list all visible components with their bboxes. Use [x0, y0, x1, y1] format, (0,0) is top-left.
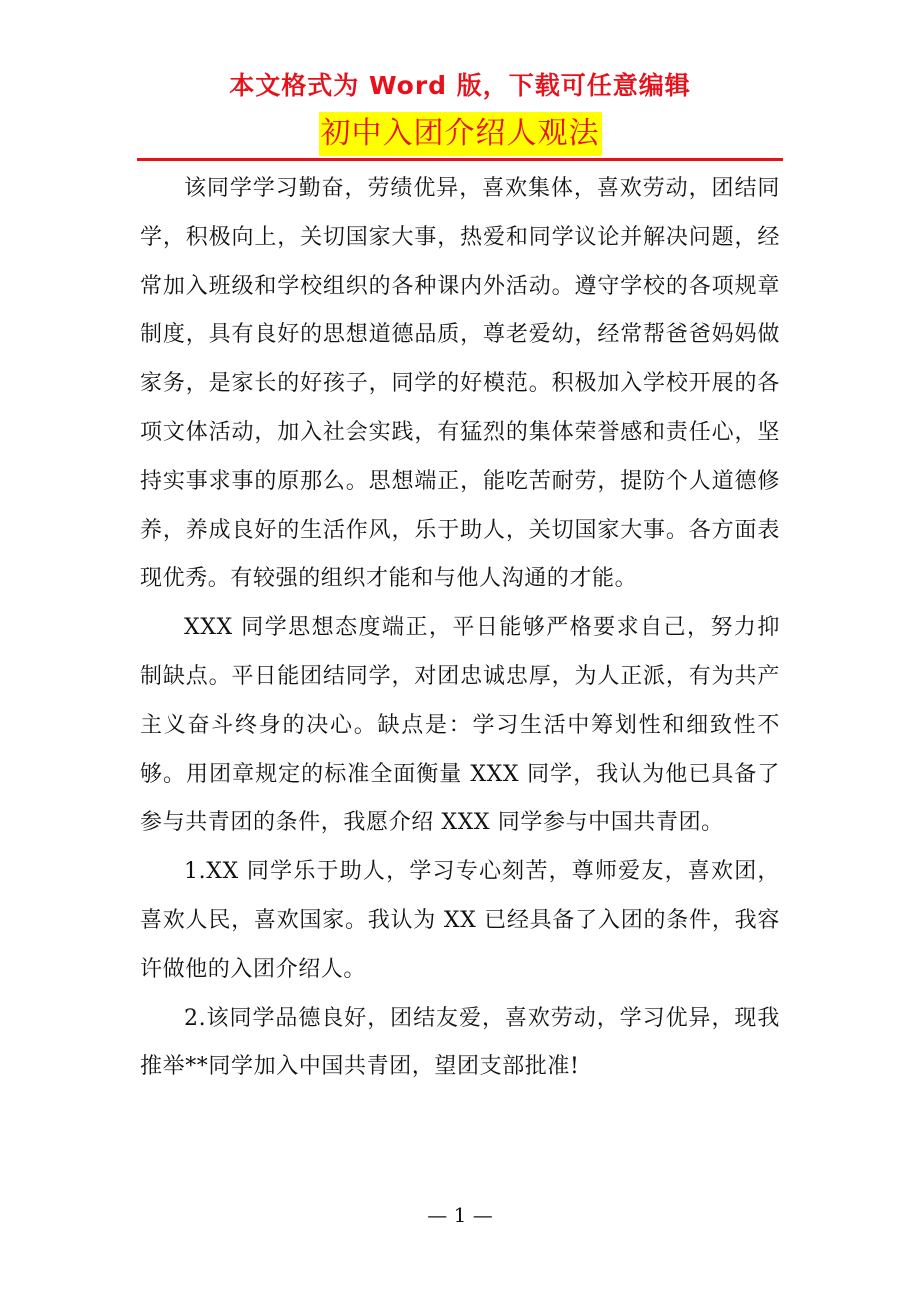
paragraph-1: 该同学学习勤奋，劳绩优异，喜欢集体，喜欢劳动，团结同学，积极向上，关切国家大事，热爱和同学议论并解决问题，经常加入班级和学校组织的各种课内外活动。遵守学校的各项规章制度，具有良好的思想道德品质，尊老爱幼，经常帮爸爸妈妈做家务，是家长的好孩子，同学的好模范。积极加入学校开展的各项文体活动，加入社会实践，有猛烈的集体荣誉感和责任心，坚持实事求事的原那么。思想端正，能吃苦耐劳，提防个人道德修养，养成良好的生活作风，乐于助人，关切国家大事。各方面表现优秀。有较强的组织才能和与他人沟通的才能。	[140, 176, 780, 592]
paragraph-2: XXX 同学思想态度端正，平日能够严格要求自己，努力抑制缺点。平日能团结同学，对团忠诚忠厚，为人正派，有为共产主义奋斗终身的决心。缺点是：学习生活中筹划性和细致性不够。用团章规定的标准全面衡量 XXX 同学，我认为他已具备了参与共青团的条件，我愿介绍 XXX 同学参与中国共青团。	[140, 615, 780, 836]
title-divider	[137, 158, 783, 161]
page-number: — 1 —	[427, 1203, 493, 1227]
paragraph-3: 1.XX 同学乐于助人，学习专心刻苦，尊师爱友，喜欢团，喜欢人民，喜欢国家。我认为 XX 已经具备了入团的条件，我容许做他的入团介绍人。	[140, 859, 780, 982]
paragraph-4: 2.该同学品德良好，团结友爱，喜欢劳动，学习优异，现我推举**同学加入中国共青团，望团支部批准!	[140, 1005, 780, 1080]
format-notice-banner: 本文格式为 Word 版，下载可任意编辑	[229, 71, 691, 100]
title-container	[0, 112, 920, 156]
document-body	[140, 165, 780, 1092]
document-title: 初中入团介绍人观法	[319, 112, 602, 156]
